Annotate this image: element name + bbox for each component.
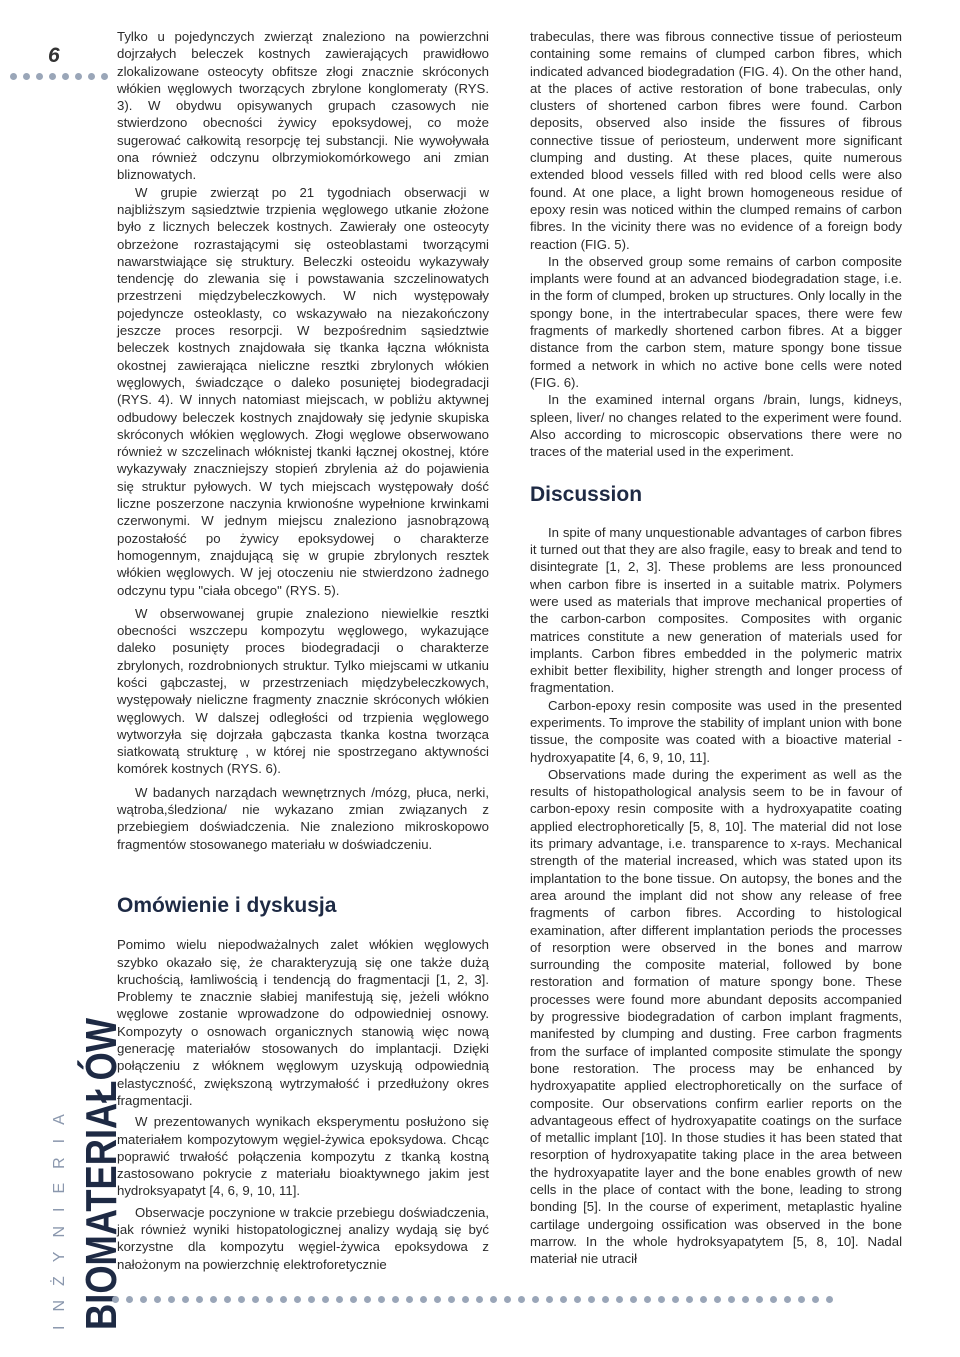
right-section-paragraph-2: Carbon-epoxy resin composite was used in the presented experiments. To improve the stability of implant union with bone tissue, the composite was coated with a bioactive material - hydroxyapatite [4, 6, 9, 10, 11].	[530, 697, 902, 765]
decorative-dot	[812, 1296, 819, 1303]
decorative-dot	[672, 1296, 679, 1303]
decorative-dot	[784, 1296, 791, 1303]
decorative-dot	[546, 1296, 553, 1303]
page-number-dots	[10, 73, 108, 80]
decorative-dot	[588, 1296, 595, 1303]
decorative-dot	[728, 1296, 735, 1303]
decorative-dot	[574, 1296, 581, 1303]
decorative-dot	[308, 1296, 315, 1303]
decorative-dot	[490, 1296, 497, 1303]
decorative-dot	[602, 1296, 609, 1303]
left-paragraph-2: W grupie zwierząt po 21 tygodniach obserwacji w najbliższym sąsiedztwie trzpienia węglowego utkanie złożone było z licznych beleczek kostnych. Zawierały one osteocyty obrzeżone rozrastającymi się osteoblastami tworzącymi nawarstwiające się struktury. Beleczki osteoidu wykazywały tendencję do zlewania się i powstawania szczelinowatych przestrzeni międzybeleczkowych. W nich występowały pojedyncze osteoklasty, co wskazywało na niezakończony jeszcze proces resorpcji. W bezpośrednim sąsiedztwie beleczek kostnych znajdowała się tkanka łączna włóknista okostnej zawierająca nieliczne resztki zbrylonych włókien węglowych, świadczące o daleko posuniętej biodegradacji (RYS. 4). W innych natomiast miejscach, w pobliżu aktywnej odbudowy beleczek kostnych znajdowały się jedynie skupiska skróconych włókien węglowych. Złogi węglowe obserwowano również w szczelinach włóknistej tkanki łącznej okostnej, które wykazywały znaczniejszy stopień zbrylenia aż do pojawienia się struktur pyłowych. W tych miejscach występowały dość liczne poszerzone naczynia krwionośne wypełnione krwinkami czerwonymi. W jednym miejscu znaleziono jasnobrązową pozostałość po żywicy epoksydowej o charakterze homogennym, znajdującą się w grupie zbrylonych resztek włókien węglowych. W jej otoczeniu nie stwierdzono żadnego odczynu typu "ciała obcego" (RYS. 5).	[117, 184, 489, 598]
decorative-dot	[88, 73, 95, 80]
right-section-paragraph-1: In spite of many unquestionable advantages of carbon fibres it turned out that they are also fragile, easy to break and tend to disintegrate [1, 2, 3]. These problems are less pronounced when carbon fibre is inserted in a suitable matrix. Polymers were used as materials that improve mechanical properties of the carbon-carbon composites. Composites with organic matrices constitute a new generation of materials used for implants. Carbon fibres embedded in the polymeric matrix exhibit better flexibility, higher strength and longer process of fragmentation.	[530, 524, 902, 696]
decorative-dot	[23, 73, 30, 80]
decorative-dot	[322, 1296, 329, 1303]
decorative-dot	[280, 1296, 287, 1303]
decorative-dot	[798, 1296, 805, 1303]
decorative-dot	[420, 1296, 427, 1303]
decorative-dot	[36, 73, 43, 80]
decorative-dot	[224, 1296, 231, 1303]
decorative-dot	[75, 73, 82, 80]
decorative-dot	[644, 1296, 651, 1303]
decorative-dot	[210, 1296, 217, 1303]
journal-brand-logo	[34, 1012, 124, 1332]
decorative-dot	[266, 1296, 273, 1303]
decorative-dot	[140, 1296, 147, 1303]
decorative-dot	[112, 1296, 119, 1303]
left-paragraph-3: W obserwowanej grupie znaleziono niewielkie resztki obecności wszczepu kompozytu węglowego, wykazujące daleko posunięty proces biodegradacji o charakterze zbrylonych, rozdrobnionych struktur. Tylko miejscami w utkaniu kości gąbczastej, w przestrzeniach międzybeleczkowych, występowały nieliczne fragmenty znacznie skróconych włókien węglowych. W dalszej odległości od trzpienia węglowego wytworzyła się dojrzała gąbczasta tkanka kostna tworząca siatkowatą strukturę , w której nie spostrzegano aktywności komórek kostnych (RYS. 6).	[117, 605, 489, 777]
decorative-dot	[560, 1296, 567, 1303]
decorative-dot	[462, 1296, 469, 1303]
brand-top-text: INŻYNIERIA	[51, 1100, 68, 1330]
decorative-dot	[686, 1296, 693, 1303]
decorative-dot	[756, 1296, 763, 1303]
decorative-dot	[518, 1296, 525, 1303]
decorative-dot	[182, 1296, 189, 1303]
decorative-dot	[294, 1296, 301, 1303]
section-title-english: Discussion	[530, 483, 643, 507]
decorative-dot	[49, 73, 56, 80]
decorative-dot	[126, 1296, 133, 1303]
decorative-dot	[532, 1296, 539, 1303]
decorative-dot	[101, 73, 108, 80]
decorative-dot	[448, 1296, 455, 1303]
right-section-paragraph-3: Observations made during the experiment as well as the results of histopathological analysis seem to be in favour of carbon-epoxy resin composite with a hydroxyapatite coating applied electrophoretically [5, 8, 10]. The material did not lose its primary advantage, i.e. transparence to x-rays. Mechanical strength of the material increased, which was stated upon its implantation to the bone tissue. On autopsy, the bones and the area around the implant did not show any release of free fragments of carbon fibres. According to histological examination, after different implantation periods the processes of resorption were observed in the bones and marrow surrounding the composite material, followed by bone restoration and formation of mature spongy bone. These processes were found more abundant deposits accompanied by progressive biodegradation of carbon implant fragments, manifested by clumping and dusting. Free carbon fragments from the surface of implanted composite stimulate the spongy bone restoration. The process may be enhanced by hydroxyapatite applied electrophoretically on the surface of composite. Our observations confirm earlier reports on the advantageous effect of hydroxyapatite coatings on the surface of metallic implant [10]. In those studies it has been stated that resorption of hydroxyapatite taking place in the area between the hydroxyapatite layer and the bone enables growth of new cells in the place of contact with the bone, leading to strong bonding [5]. In the course of experiment, metaplastic hyaline cartilage undergoing ossification was observed in the bone marrow. In the whole hydroksyapatytem [5, 8, 10]. Nadal materiał nie utracił	[530, 766, 902, 1267]
section-title-polish: Omówienie i dyskusja	[117, 893, 337, 917]
decorative-dot	[350, 1296, 357, 1303]
decorative-dot	[154, 1296, 161, 1303]
decorative-dot	[700, 1296, 707, 1303]
decorative-dot	[434, 1296, 441, 1303]
decorative-dot	[658, 1296, 665, 1303]
decorative-dot	[406, 1296, 413, 1303]
left-paragraph-1: Tylko u pojedynczych zwierząt znaleziono na powierzchni dojrzałych beleczek kostnych zawierających prawidłowo zlokalizowane osteocyty obfitsze złogi znacznie skróconych włókien węglowych tworzących zbrylone konglomeraty (RYS. 3). W obydwu opisywanych grupach czasowych nie stwierdzono obecności żywicy epoksydowej, co może sugerować całkowitą resorpcję tej substancji. Nie wywoływała ona również odczynu olbrzymiokomórkowego ani zmian bliznowatych.	[117, 29, 489, 183]
decorative-dot	[742, 1296, 749, 1303]
decorative-dot	[196, 1296, 203, 1303]
decorative-dot	[10, 73, 17, 80]
decorative-dot	[630, 1296, 637, 1303]
decorative-dot	[364, 1296, 371, 1303]
decorative-dot	[238, 1296, 245, 1303]
left-column	[117, 28, 489, 1273]
right-column	[530, 28, 902, 1267]
right-paragraph-2: In the observed group some remains of carbon composite implants were found at an advanced biodegradation stage, i.e. in the form of clumped, broken up structures. Only locally in the spongy bone, in the intertrabecular spaces, there were few fragments of markedly shortened carbon fibres. At a bigger distance from the carbon stem, mature spongy bone tissue formed a network in which no active bone cells were noted (FIG. 6).	[530, 253, 902, 390]
brand-main-text: BIOMATERIAŁÓW	[77, 1012, 124, 1330]
decorative-dot	[378, 1296, 385, 1303]
left-section-paragraph-3: Obserwacje poczynione w trakcie przebiegu doświadczenia, jak również wyniki histopatologicznej analizy wydają się być korzystne dla kompozytu węgiel-żywica epoksydowa z nałożonym na powierzchnię elektroforetycznie	[117, 1204, 489, 1272]
decorative-dot	[616, 1296, 623, 1303]
bottom-dot-rule	[112, 1296, 833, 1303]
left-section-paragraph-2: W prezentowanych wynikach eksperymentu posłużono się materiałem kompozytowym węgiel-żywica epoksydowa. Chcąc poprawić trwałość połączenia kompozytu z tkanką kostną zastosowano pokrycie z materiału bioaktywnego jakim jest hydroksyapatyt [4, 6, 9, 10, 11].	[117, 1114, 489, 1199]
decorative-dot	[476, 1296, 483, 1303]
decorative-dot	[62, 73, 69, 80]
decorative-dot	[392, 1296, 399, 1303]
decorative-dot	[826, 1296, 833, 1303]
left-section-paragraph-1: Pomimo wielu niepodważalnych zalet włókien węglowych szybko okazało się, że charakteryzują się one także dużą kruchością, łamliwością i tendencją do fragmentacji [1, 2, 3]. Problemy te znacznie słabiej manifestują się, jeżeli włókno węglowe zostanie wprowadzone do odpowiedniej osnowy. Kompozyty o osnowach organicznych stanowią więc nową generację materiałów stosowanych do implantacji. Dzięki połączeniu z włóknem węglowym uzyskują odpowiednią elastyczność, zwiększoną wytrzymałość i przedłużony okres fragmentacji.	[117, 937, 489, 1108]
decorative-dot	[504, 1296, 511, 1303]
decorative-dot	[336, 1296, 343, 1303]
right-paragraph-3: In the examined internal organs /brain, lungs, kidneys, spleen, liver/ no changes related to the experiment were found. Also according to microscopic observations there were no traces of the material used in the experiment.	[530, 392, 902, 460]
decorative-dot	[770, 1296, 777, 1303]
page-number: 6	[48, 44, 60, 67]
right-paragraph-1: trabeculas, there was fibrous connective tissue of periosteum containing some remains of clumped carbon fibres, which indicated advanced biodegradation (FIG. 4). On the other hand, at the places of active restoration of bone trabeculas, only clusters of shortened carbon fibres were found. Carbon deposits, observed also inside the fissures of fibrous connective tissue of periosteum, underwent more significant clumping and dusting. At these places, quite numerous extended blood vessels filled with red blood cells were also found. At one place, a light brown homogeneous residue of epoxy resin was noticed within the clumped remains of carbon fibres. In the vicinity there was no evidence of a foreign body reaction (FIG. 5).	[530, 29, 902, 252]
decorative-dot	[252, 1296, 259, 1303]
left-paragraph-4: W badanych narządach wewnętrznych /mózg, płuca, nerki, wątroba,śledziona/ nie wykazano zmian związanych z przebiegiem doświadczenia. Nie znaleziono mikroskopowo fragmentów stosowanego materiału w doświadczeniu.	[117, 784, 489, 852]
decorative-dot	[714, 1296, 721, 1303]
decorative-dot	[168, 1296, 175, 1303]
